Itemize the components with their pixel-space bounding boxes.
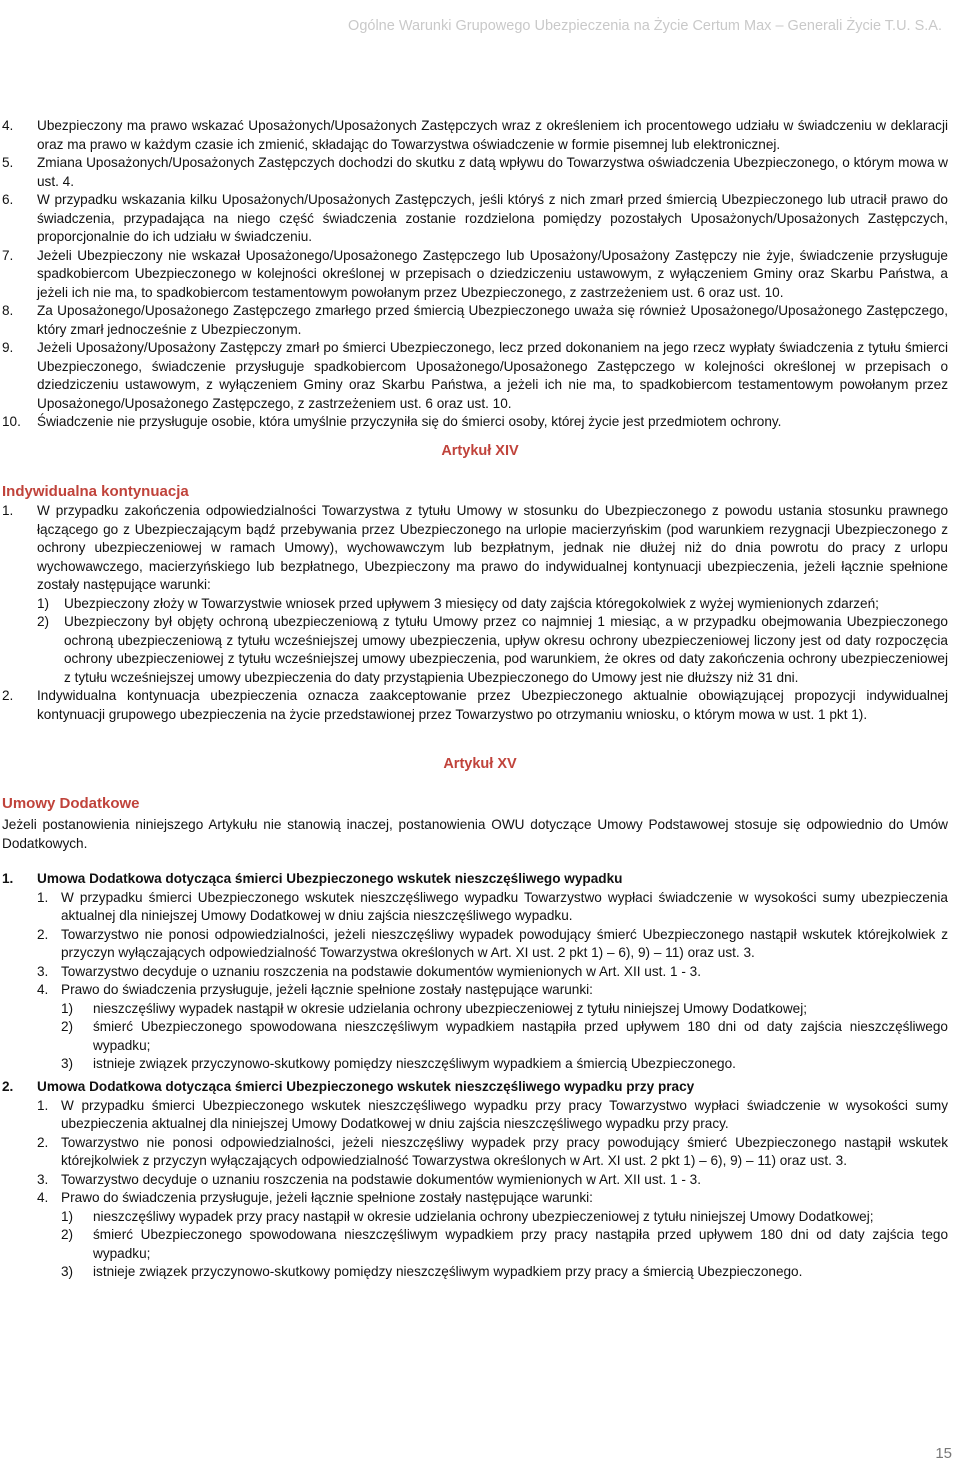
item-number: 5. <box>2 155 14 170</box>
sub-list-item <box>61 1000 948 1019</box>
beneficiaries-section <box>2 117 948 432</box>
item-number: 4. <box>2 118 14 133</box>
sub-list-item <box>61 1208 948 1227</box>
article-14-title: Artykuł XIV <box>441 443 519 459</box>
sub-item-text: Ubezpieczony złoży w Towarzystwie wniosek przed upływem 3 miesięcy od daty zajścia któregokolwiek z wyżej wymienionych zdarzeń; <box>64 595 879 611</box>
item-text: W przypadku wskazania kilku Uposażonych/Uposażonych Zastępczych, jeśli któryś z nich zmarł przed śmiercią Ubezpieczonego lub utracił prawo do świadczenia, przypadająca na niego część świadczenia zostanie rozdzielona pomiędzy pozostałych Uposażonych/Uposażonych Zastępczych, proporcjonalnie do ich udziału w świadczeniu. <box>37 192 948 244</box>
sub-item-text: Ubezpieczony był objęty ochroną ubezpieczeniową z tytułu Umowy przez co najmniej 1 miesiąc, a w przypadku obejmowania Ubezpieczonego ochroną ubezpieczeniową z tytułu wcześniejszej umowy ubezpieczenia, upływ okresu ochrony ubezpieczeniowej liczony jest od daty rozpoczęcia ochrony ubezpieczeniowej z tytułu wcześniejszej umowy ubezpieczenia, pod warunkiem, że okres od daty zakończenia ochrony ubezpieczeniowej z tytułu wcześniejszej umowy ubezpieczenia do daty przystąpienia Ubezpieczonego do Umowy jest nie dłuższy niż 31 dni. <box>64 614 948 685</box>
additional-intro <box>2 816 948 853</box>
intro-paragraph: Jeżeli postanowienia niniejszego Artykułu nie stanowią inaczej, postanowienia OWU dotyczące Umowy Podstawowej stosuje się odpowiednio do Umów Dodatkowych. <box>2 817 948 851</box>
item-number: 8. <box>2 303 14 318</box>
item-text: W przypadku śmierci Ubezpieczonego wskutek nieszczęśliwego wypadku Towarzystwo wypłaci świadczenie w wysokości sumy ubezpieczenia aktualnej dla niniejszej Umowy Dodatkowej w dniu zajścia nieszczęśliwego wypadku. <box>61 889 948 923</box>
list-item <box>2 247 948 303</box>
additional-contract-2 <box>2 1078 948 1282</box>
sub-list-item <box>61 1018 948 1055</box>
item-number: 2. <box>2 688 14 703</box>
item-text: Towarzystwo decyduje o uznaniu roszczenia na podstawie dokumentów wymienionych w Art. XII ust. 1 - 3. <box>61 963 701 979</box>
list-item <box>2 302 948 339</box>
subsection-number: 1. <box>2 871 14 886</box>
list-item <box>2 191 948 247</box>
subsection-items <box>2 889 948 1074</box>
list-item <box>37 889 948 926</box>
item-text: W przypadku śmierci Ubezpieczonego wskutek nieszczęśliwego wypadku przy pracy Towarzystwo wypłaci świadczenie w wysokości sumy ubezpieczenia aktualnej dla niniejszej Umowy Dodatkowej w dniu zajścia nieszczęśliwego wypadku przy pracy. <box>61 1097 948 1131</box>
item-number: 7. <box>2 247 14 263</box>
continuation-section <box>2 502 948 724</box>
list-item <box>2 413 948 432</box>
sub-item-text: istnieje związek przyczynowo-skutkowy pomiędzy nieszczęśliwym wypadkiem a śmiercią Ubezpieczonego. <box>93 1056 736 1071</box>
conditions-list <box>37 1000 948 1074</box>
list-item <box>2 687 948 724</box>
sub-item-number: 1) <box>61 1208 74 1224</box>
item-text: W przypadku zakończenia odpowiedzialności Towarzystwa z tytułu Umowy w stosunku do Ubezpieczonego z powodu ustania stosunku prawnego łączącego go z Ubezpieczającym bądź przebywania przez Ubezpieczonego na urlopie macierzyńskim (pod warunkiem rezygnacji Ubezpieczonego z ochrony ubezpieczeniowej w ramach Umowy), wychowawczym lub bezpłatnym, jednak nie dłużej niż do dnia powrotu do pracy z urlopu wychowawczego, macierzyńskiego lub bezpłatnego, Ubezpieczony ma prawo do indywidualnej kontynuacji ubezpieczenia, jeżeli łącznie spełnione zostały następujące warunki: <box>37 503 948 592</box>
subsection-items <box>2 1097 948 1282</box>
list-item <box>37 1171 948 1190</box>
item-number: 4. <box>37 982 49 997</box>
sub-list-item <box>61 1055 948 1074</box>
item-number: 6. <box>2 192 14 207</box>
document-header: Ogólne Warunki Grupowego Ubezpieczenia na Życie Certum Max – Generali Życie T.U. S.A. <box>348 18 942 34</box>
item-number: 1. <box>37 889 49 905</box>
sub-item-number: 2) <box>37 614 50 629</box>
list-item <box>2 154 948 191</box>
page-number: 15 <box>935 1445 952 1462</box>
sub-list-item <box>61 1263 948 1282</box>
item-number: 9. <box>2 340 14 355</box>
sub-list-item <box>2 595 948 614</box>
item-number: 2. <box>37 926 49 942</box>
subsection-number: 2. <box>2 1079 14 1094</box>
section-title-additional: Umowy Dodatkowe <box>2 795 140 812</box>
item-text: Indywidualna kontynuacja ubezpieczenia oznacza zaakceptowanie przez Ubezpieczonego aktualnie obowiązującej propozycji indywidualnej kontynuacji grupowego ubezpieczenia na życie przedstawionej przez Towarzystwo po otrzymaniu wniosku, o którym mowa w ust. 1 pkt 1). <box>37 688 948 722</box>
article-15-title: Artykuł XV <box>443 756 517 772</box>
list-item <box>37 926 948 963</box>
sub-item-number: 3) <box>61 1264 74 1279</box>
list-item <box>37 1189 948 1208</box>
item-text: Prawo do świadczenia przysługuje, jeżeli łącznie spełnione zostały następujące warunki: <box>61 1190 593 1205</box>
sub-item-number: 1) <box>61 1000 74 1016</box>
sub-item-number: 2) <box>61 1019 74 1034</box>
sub-list-item <box>2 613 948 687</box>
subsection-title <box>2 870 948 889</box>
additional-contract-1 <box>2 870 948 1074</box>
item-number: 10. <box>2 414 21 429</box>
conditions-list <box>37 1208 948 1282</box>
item-number: 1. <box>37 1097 49 1113</box>
list-item <box>2 502 948 595</box>
item-text: Towarzystwo decyduje o uznaniu roszczenia na podstawie dokumentów wymienionych w Art. XII ust. 1 - 3. <box>61 1171 701 1187</box>
list-item <box>2 339 948 413</box>
section-title-continuation: Indywidualna kontynuacja <box>2 483 189 500</box>
item-text: Ubezpieczony ma prawo wskazać Uposażonych/Uposażonych Zastępczych wraz z określeniem ich procentowego udziału w świadczeniu w deklaracji oraz ma prawo w każdym czasie ich zmienić, składając do Towarzystwa oświadczenie w formie pisemnej lub elektronicznej. <box>37 118 948 152</box>
item-text: Świadczenie nie przysługuje osobie, która umyślnie przyczyniła się do śmierci osoby, której życie jest przedmiotem ochrony. <box>37 414 782 429</box>
list-item <box>37 1134 948 1171</box>
item-number: 3. <box>37 1171 49 1187</box>
item-number: 2. <box>37 1134 49 1150</box>
sub-item-number: 1) <box>37 595 50 611</box>
sub-item-text: istnieje związek przyczynowo-skutkowy pomiędzy nieszczęśliwym wypadkiem przy pracy a śmiercią Ubezpieczonego. <box>93 1264 803 1279</box>
item-number: 3. <box>37 963 49 979</box>
sub-item-number: 3) <box>61 1056 74 1071</box>
sub-item-text: śmierć Ubezpieczonego spowodowana nieszczęśliwym wypadkiem przy pracy nastąpiła przed upływem 180 dni od daty zajścia tego wypadku; <box>93 1227 948 1261</box>
subsection-title-text: Umowa Dodatkowa dotycząca śmierci Ubezpieczonego wskutek nieszczęśliwego wypadku przy pracy <box>37 1079 695 1094</box>
item-text: Prawo do świadczenia przysługuje, jeżeli łącznie spełnione zostały następujące warunki: <box>61 982 593 997</box>
item-text: Za Uposażonego/Uposażonego Zastępczego zmarłego przed śmiercią Ubezpieczonego uważa się również Uposażonego/Uposażonego Zastępczego, który zmarł jednocześnie z Ubezpieczonym. <box>37 303 948 337</box>
sub-item-text: śmierć Ubezpieczonego spowodowana nieszczęśliwym wypadkiem nastąpiła przed upływem 180 dni od daty zajścia nieszczęśliwego wypadku; <box>93 1019 948 1053</box>
item-number: 1. <box>2 503 14 518</box>
list-item <box>37 981 948 1000</box>
sub-item-number: 2) <box>61 1227 74 1242</box>
item-text: Towarzystwo nie ponosi odpowiedzialności, jeżeli nieszczęśliwy wypadek powodujący śmierć Ubezpieczonego nastąpił wskutek którejkolwiek z przyczyn wyłączających odpowiedzialność Towarzystwa określonych w Art. XI ust. 2 pkt 1) – 6), 9) – 11) oraz ust. 3. <box>61 926 948 960</box>
item-number: 4. <box>37 1190 49 1205</box>
list-item <box>37 963 948 982</box>
item-text: Jeżeli Uposażony/Uposażony Zastępczy zmarł po śmierci Ubezpieczonego, lecz przed dokonaniem na jego rzecz wypłaty świadczenia z tytułu śmierci Ubezpieczonego, świadczenie przysługuje spadkobiercom Uposażonego/Uposażonego Zastępczego w kolejności określonej w przepisach o dziedziczeniu ustawowym, z wyłączeniem Gminy oraz Skarbu Państwa, a jeżeli ich nie ma, to spadkobiercom testamentowym powołanym przez Uposażonego/Uposażonego Zastępczego, z zastrzeżeniem ust. 6 oraz ust. 10. <box>37 340 948 411</box>
subsection-title-text: Umowa Dodatkowa dotycząca śmierci Ubezpieczonego wskutek nieszczęśliwego wypadku <box>37 871 623 886</box>
item-text: Zmiana Uposażonych/Uposażonych Zastępczych dochodzi do skutku z datą wpływu do Towarzystwa oświadczenia Ubezpieczonego, o którym mowa w ust. 4. <box>37 155 948 189</box>
sub-item-text: nieszczęśliwy wypadek nastąpił w okresie udzielania ochrony ubezpieczeniowej z tytułu niniejszej Umowy Dodatkowej; <box>93 1000 808 1016</box>
subsection-title <box>2 1078 948 1097</box>
list-item <box>2 117 948 154</box>
sub-item-text: nieszczęśliwy wypadek przy pracy nastąpił w okresie udzielania ochrony ubezpieczeniowej z tytułu niniejszej Umowy Dodatkowej; <box>93 1208 874 1224</box>
list-item <box>37 1097 948 1134</box>
item-text: Jeżeli Ubezpieczony nie wskazał Uposażonego/Uposażonego Zastępczego lub Uposażony/Uposażony Zastępczy nie żyje, świadczenie przysługuje spadkobiercom Ubezpieczonego w kolejności określonej w przepisach o dziedziczeniu ustawowym, z wyłączeniem Gminy oraz Skarbu Państwa, a jeżeli ich nie ma, to spadkobiercom testamentowym powołanym przez Ubezpieczonego, z zastrzeżeniem ust. 6 oraz ust. 10. <box>37 247 948 300</box>
item-text: Towarzystwo nie ponosi odpowiedzialności, jeżeli nieszczęśliwy wypadek przy pracy powodujący śmierć Ubezpieczonego nastąpił wskutek którejkolwiek z przyczyn wyłączających odpowiedzialność Towarzystwa określonych w Art. XI ust. 2 pkt 1) – 6), 9) – 11) oraz ust. 3. <box>61 1134 948 1168</box>
sub-list-item <box>61 1226 948 1263</box>
